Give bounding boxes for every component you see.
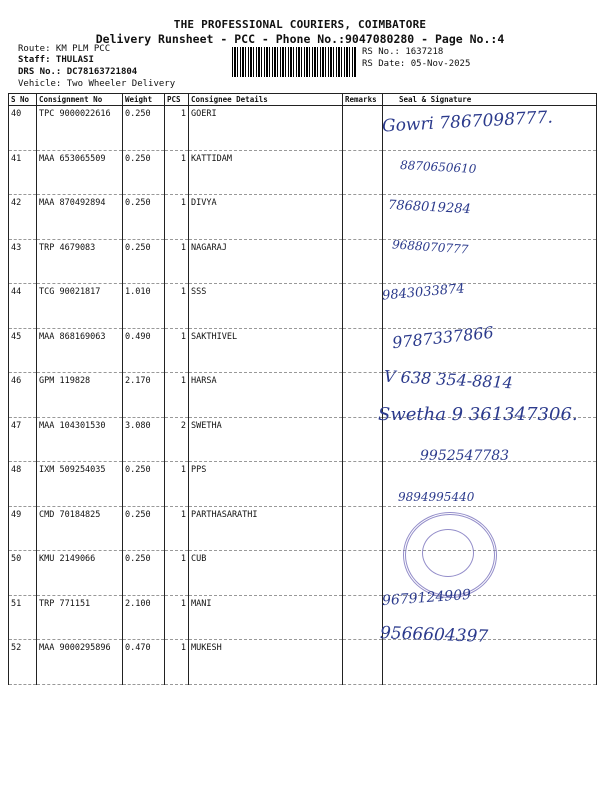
pcs-cell: 1 <box>165 328 189 373</box>
consignment-cell: MAA 9000295896 <box>37 640 123 685</box>
sno-cell: 46 <box>9 373 37 418</box>
table-row <box>9 150 597 195</box>
consignment-cell: IXM 509254035 <box>37 462 123 507</box>
weight-cell: 0.250 <box>123 195 165 240</box>
weight-cell: 0.490 <box>123 328 165 373</box>
weight-cell: 2.170 <box>123 373 165 418</box>
col-header-pcs: PCS <box>165 94 189 106</box>
remarks-cell <box>343 195 383 240</box>
consignee-cell: GOERI <box>189 106 343 151</box>
drs-number: DRS No.: DC78163721804 <box>18 67 138 77</box>
handwritten-signature: 9787337866 <box>391 322 495 353</box>
consignment-cell: MAA 870492894 <box>37 195 123 240</box>
remarks-cell <box>343 506 383 551</box>
handwritten-signature: 9952547783 <box>420 448 510 464</box>
table-row <box>9 551 597 596</box>
sno-cell: 52 <box>9 640 37 685</box>
remarks-cell <box>343 328 383 373</box>
col-header-consignee: Consignee Details <box>189 94 343 106</box>
sno-cell: 44 <box>9 284 37 329</box>
barcode-image <box>232 47 356 77</box>
handwritten-signature: Gowri 7867098777. <box>381 107 554 137</box>
col-header-weight: Weight <box>123 94 165 106</box>
consignment-cell: CMD 70184825 <box>37 506 123 551</box>
weight-cell: 0.250 <box>123 551 165 596</box>
remarks-cell <box>343 462 383 507</box>
consignment-cell: TRP 771151 <box>37 595 123 640</box>
weight-cell: 0.250 <box>123 462 165 507</box>
consignment-cell: GPM 119828 <box>37 373 123 418</box>
remarks-cell <box>343 640 383 685</box>
consignee-cell: HARSA <box>189 373 343 418</box>
sno-cell: 51 <box>9 595 37 640</box>
consignee-cell: PPS <box>189 462 343 507</box>
col-header-consignment: Consignment No <box>37 94 123 106</box>
rs-date: RS Date: 05-Nov-2025 <box>362 59 471 69</box>
table-row <box>9 462 597 507</box>
table-row <box>9 284 597 329</box>
company-title: THE PROFESSIONAL COURIERS, COIMBATORE <box>173 18 427 31</box>
pcs-cell: 1 <box>165 506 189 551</box>
consignee-cell: SAKTHIVEL <box>189 328 343 373</box>
pcs-cell: 1 <box>165 640 189 685</box>
table-row <box>9 595 597 640</box>
remarks-cell <box>343 106 383 151</box>
sno-cell: 47 <box>9 417 37 462</box>
col-header-sno: S No <box>9 94 37 106</box>
consignment-cell: MAA 653065509 <box>37 150 123 195</box>
remarks-cell <box>343 284 383 329</box>
table-row <box>9 195 597 240</box>
consignment-cell: TRP 4679083 <box>37 239 123 284</box>
pcs-cell: 1 <box>165 195 189 240</box>
weight-cell: 0.250 <box>123 506 165 551</box>
pcs-cell: 1 <box>165 106 189 151</box>
pcs-cell: 1 <box>165 373 189 418</box>
consignee-cell: MANI <box>189 595 343 640</box>
consignment-cell: TCG 90021817 <box>37 284 123 329</box>
consignee-cell: DIVYA <box>189 195 343 240</box>
handwritten-signature: 9688070777 <box>391 237 469 257</box>
remarks-cell <box>343 373 383 418</box>
consignee-cell: PARTHASARATHI <box>189 506 343 551</box>
col-header-remarks: Remarks <box>343 94 383 106</box>
signature-cell <box>383 640 597 685</box>
table-row <box>9 506 597 551</box>
pcs-cell: 1 <box>165 595 189 640</box>
pcs-cell: 1 <box>165 462 189 507</box>
handwritten-signature: Swetha 9 361347306. <box>378 404 578 425</box>
handwritten-signature: 9894995440 <box>398 490 475 504</box>
sno-cell: 45 <box>9 328 37 373</box>
handwritten-signature: 9843033874 <box>381 281 466 304</box>
weight-cell: 2.100 <box>123 595 165 640</box>
consignment-cell: KMU 2149066 <box>37 551 123 596</box>
seal-stamp <box>403 512 497 598</box>
remarks-cell <box>343 417 383 462</box>
weight-cell: 0.250 <box>123 239 165 284</box>
table-row <box>9 239 597 284</box>
table-row <box>9 328 597 373</box>
col-header-signature: Seal & Signature <box>383 94 597 106</box>
consignment-cell: MAA 868169063 <box>37 328 123 373</box>
weight-cell: 3.080 <box>123 417 165 462</box>
handwritten-signature: 8870650610 <box>399 158 477 176</box>
vehicle-label: Vehicle: Two Wheeler Delivery <box>18 79 176 89</box>
staff-label: Staff: THULASI <box>18 55 94 65</box>
pcs-cell: 2 <box>165 417 189 462</box>
sno-cell: 50 <box>9 551 37 596</box>
route-label: Route: KM PLM PCC <box>18 44 111 54</box>
consignment-cell: MAA 104301530 <box>37 417 123 462</box>
handwritten-signature: 9566604397 <box>379 623 489 647</box>
table-header-row <box>9 94 597 106</box>
pcs-cell: 1 <box>165 551 189 596</box>
consignee-cell: CUB <box>189 551 343 596</box>
pcs-cell: 1 <box>165 239 189 284</box>
sno-cell: 42 <box>9 195 37 240</box>
weight-cell: 0.250 <box>123 106 165 151</box>
sno-cell: 43 <box>9 239 37 284</box>
consignee-cell: SSS <box>189 284 343 329</box>
weight-cell: 1.010 <box>123 284 165 329</box>
table-row <box>9 640 597 685</box>
consignee-cell: SWETHA <box>189 417 343 462</box>
handwritten-signature: 7868019284 <box>387 197 472 218</box>
handwritten-signature: 9679124909 <box>381 586 472 610</box>
consignment-cell: TPC 9000022616 <box>37 106 123 151</box>
remarks-cell <box>343 551 383 596</box>
consignee-cell: NAGARAJ <box>189 239 343 284</box>
remarks-cell <box>343 150 383 195</box>
remarks-cell <box>343 595 383 640</box>
rs-number: RS No.: 1637218 <box>362 47 444 57</box>
runsheet-title: Delivery Runsheet - PCC - Phone No.:9047080280 - Page No.:4 <box>95 32 505 46</box>
weight-cell: 0.470 <box>123 640 165 685</box>
pcs-cell: 1 <box>165 150 189 195</box>
sno-cell: 48 <box>9 462 37 507</box>
pcs-cell: 1 <box>165 284 189 329</box>
handwritten-signature: V 638 354-8814 <box>383 366 514 393</box>
sno-cell: 40 <box>9 106 37 151</box>
consignee-cell: MUKESH <box>189 640 343 685</box>
weight-cell: 0.250 <box>123 150 165 195</box>
sno-cell: 41 <box>9 150 37 195</box>
remarks-cell <box>343 239 383 284</box>
sno-cell: 49 <box>9 506 37 551</box>
consignee-cell: KATTIDAM <box>189 150 343 195</box>
